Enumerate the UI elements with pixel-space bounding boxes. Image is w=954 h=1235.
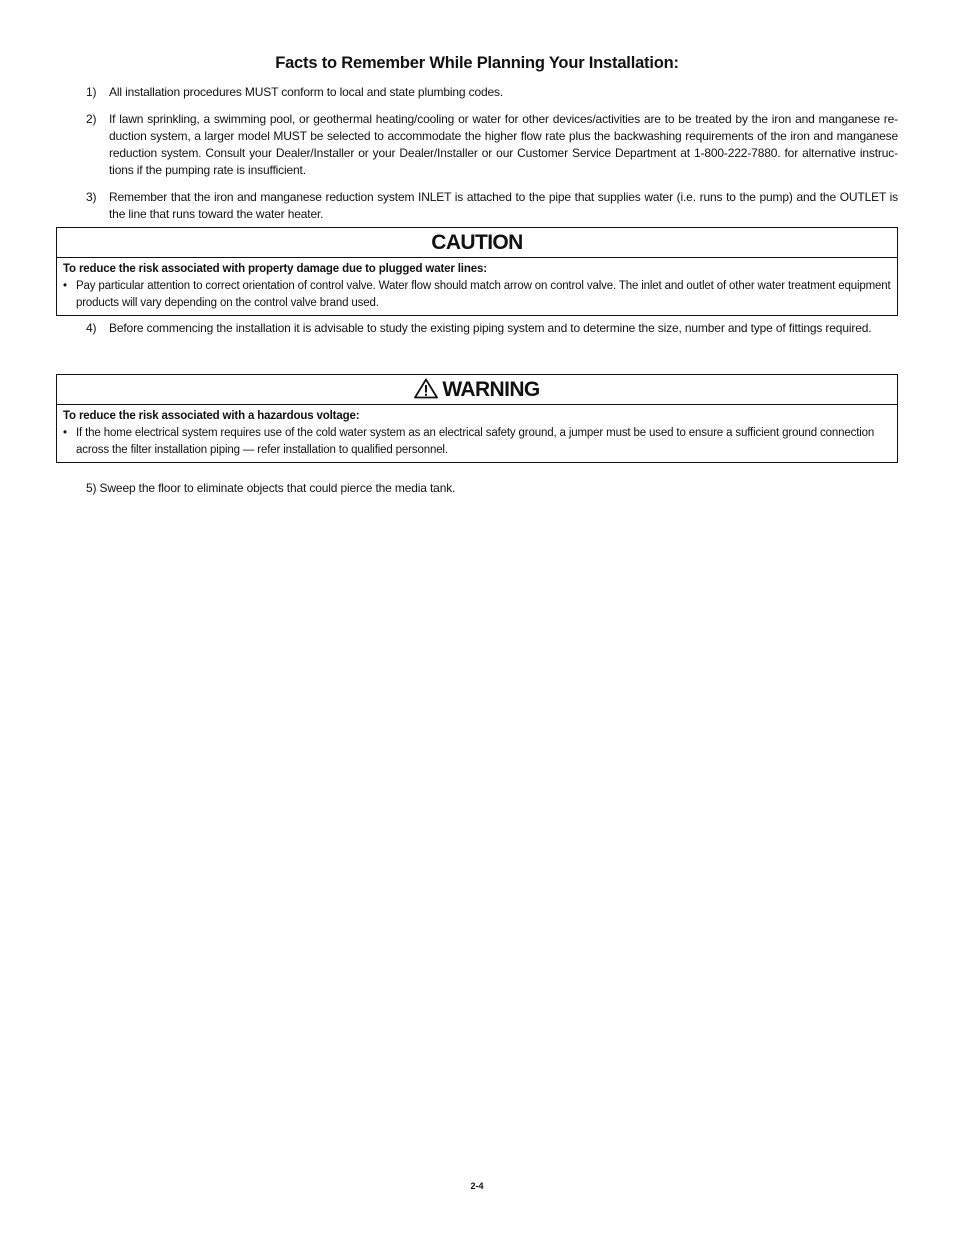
warning-bullet-text: If the home electrical system requires use of the cold water system as an electrical safety ground, a jumper must be used to ensure a sufficient ground connection across the filter installation piping — refer installation to qualified personnel. [76,427,875,456]
list-item-text: If lawn sprinkling, a swimming pool, or geothermal heating/cooling or water for other devices/activities are to be treated by the iron and manganese re-duction system, a larger model MUST be selected to accommodate the higher flow rate plus the backwashing requirements of the iron and manganese reduction system. Consult your Dealer/Installer or your Dealer/Installer or our Customer Service Department at 1-800-222-7880. for alternative instruc-tions if the pumping rate is insufficient. [109,112,898,177]
list-item-text: Before commencing the installation it is advisable to study the existing piping system and to determine the size, number and type of fittings required. [109,321,872,335]
caution-box [56,227,898,316]
warning-header [57,375,897,405]
list-item-number: 3) [86,190,97,204]
list-item-2 [86,111,898,179]
list-item-number: 2) [86,112,97,126]
caution-heading: CAUTION [57,228,897,258]
caution-bullet [63,278,891,312]
list-item-text: Remember that the iron and manganese reduction system INLET is attached to the pipe that supplies water (i.e. runs to the pump) and the OUTLET is the line that runs toward the water heater. [109,190,898,221]
list-item-5: 5) Sweep the floor to eliminate objects that could pierce the media tank. [86,481,456,495]
warning-lead: To reduce the risk associated with a hazardous voltage: [63,410,360,422]
page-title: Facts to Remember While Planning Your Installation: [275,54,679,72]
bullet-dot: • [63,427,67,439]
list-item-number: 4) [86,321,97,335]
warning-heading: WARNING [442,378,540,401]
caution-lead: To reduce the risk associated with property damage due to plugged water lines: [63,263,487,275]
list-item-number: 1) [86,85,97,99]
list-item-4 [86,320,898,337]
page-number: 2-4 [470,1181,484,1191]
warning-body [57,405,897,462]
caution-body [57,258,897,315]
warning-triangle-icon [414,378,438,399]
warning-bullet [63,425,891,459]
list-item-1 [86,84,898,101]
bullet-dot: • [63,280,67,292]
list-item-text: All installation procedures MUST conform to local and state plumbing codes. [109,85,504,99]
list-item-3 [86,189,898,223]
caution-bullet-text: Pay particular attention to correct orientation of control valve. Water flow should match arrow on control valve. The inlet and outlet of other water treatment equipment products will vary depending on the control valve brand used. [76,280,891,309]
warning-box [56,374,898,463]
